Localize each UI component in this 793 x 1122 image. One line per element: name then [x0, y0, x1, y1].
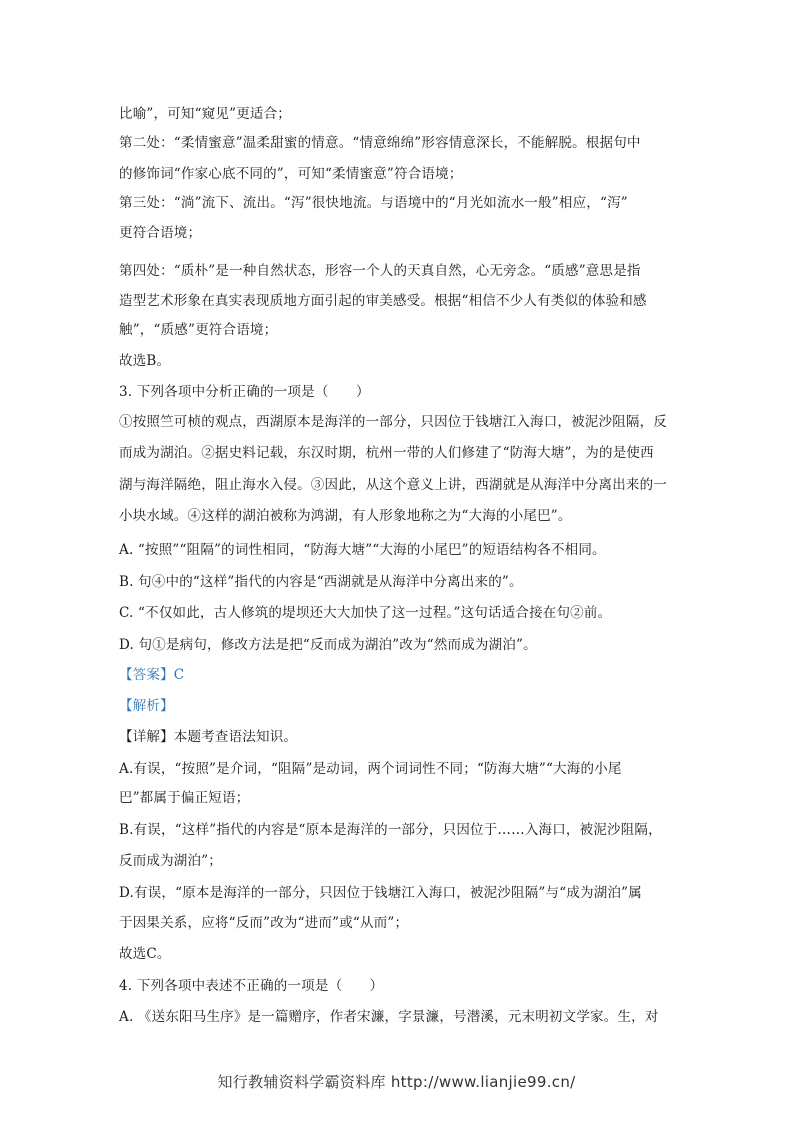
option-a: A. 《送东阳马生序》是一篇赠序，作者宋濂，字景濂，号潜溪，元末明初文学家。生，对 [119, 1009, 659, 1025]
option-b: B. 句④中的“这样”指代的内容是“西湖就是从海洋中分离出来的”。 [119, 574, 523, 590]
text-line: 湖与海洋隔绝，阻止海水入侵。③因此，从这个意义上讲，西湖就是从海洋中分离出来的一 [119, 477, 667, 493]
text-line: 第四处：“质朴”是一种自然状态，形容一个人的天真自然，心无旁念。“质感”意思是指 [119, 263, 641, 279]
text-line: 更符合语境； [119, 225, 202, 241]
text-line: ①按照竺可桢的观点，西湖原本是海洋的一部分，只因位于钱塘江入海口，被泥沙阻隔，反 [119, 414, 667, 430]
text-line: B.有误，“这样”指代的内容是“原本是海洋的一部分，只因位于……入海口，被泥沙阻隔， [119, 822, 662, 838]
analysis-label: 【解析】 [119, 698, 174, 714]
question-heading: 3. 下列各项中分析正确的一项是（ ） [119, 384, 370, 400]
option-c: C. “不仅如此，古人修筑的堤坝还大大加快了这一过程。”这句话适合接在句②前。 [119, 605, 612, 621]
text-line: 故选B。 [119, 353, 171, 369]
text-line: 反而成为湖泊”； [119, 853, 223, 869]
text-line: 故选C。 [119, 946, 171, 962]
answer-label: 【答案】C [119, 667, 185, 683]
text-line: 比喻”，可知“窥见”更适合； [119, 106, 292, 122]
option-d: D. 句①是病句，修改方法是把“反而成为湖泊”改为“然而成为湖泊”。 [119, 637, 537, 653]
text-line: 第三处：“淌”流下、流出。“泻”很快地流。与语境中的“月光如流水一般”相应，“泻” [119, 195, 628, 211]
text-line: 而成为湖泊。②据史料记载，东汉时期，杭州一带的人们修建了“防海大塘”，为的是使西 [119, 445, 654, 461]
detail-line: 【详解】本题考查语法知识。 [119, 729, 298, 745]
option-a: A. “按照”“阻隔”的词性相同，“防海大塘”“大海的小尾巴”的短语结构各不相同。 [119, 542, 606, 558]
text-line: 于因果关系，应将“反而”改为“进而”或“从而”； [119, 915, 409, 931]
text-line: 的修饰词“作家心底不同的”，可知“柔情蜜意”符合语境； [119, 166, 463, 182]
text-line: 小块水域。④这样的湖泊被称为鸿湖，有人形象地称之为“大海的小尾巴”。 [119, 508, 572, 524]
text-line: 巴”都属于偏正短语； [119, 790, 250, 806]
text-line: 造型艺术形象在真实表现质地方面引起的审美感受。根据“相信不少人有类似的体验和感 [119, 293, 647, 309]
footer-watermark: 知行教辅资料学霸资料库 http://www.lianjie99.cn/ [217, 1073, 576, 1091]
text-line: 第二处：“柔情蜜意”温柔甜蜜的情意。“情意绵绵”形容情意深长，不能解脱。根据句中 [119, 135, 641, 151]
text-line: D.有误，“原本是海洋的一部分，只因位于钱塘江入海口，被泥沙阻隔”与“成为湖泊”属 [119, 885, 642, 901]
question-heading: 4. 下列各项中表述不正确的一项是（ ） [119, 978, 384, 994]
text-line: A.有误，“按照”是介词，“阻隔”是动词，两个词词性不同；“防海大塘”“大海的小尾 [119, 761, 622, 777]
text-line: 触”，“质感”更符合语境； [119, 322, 278, 338]
